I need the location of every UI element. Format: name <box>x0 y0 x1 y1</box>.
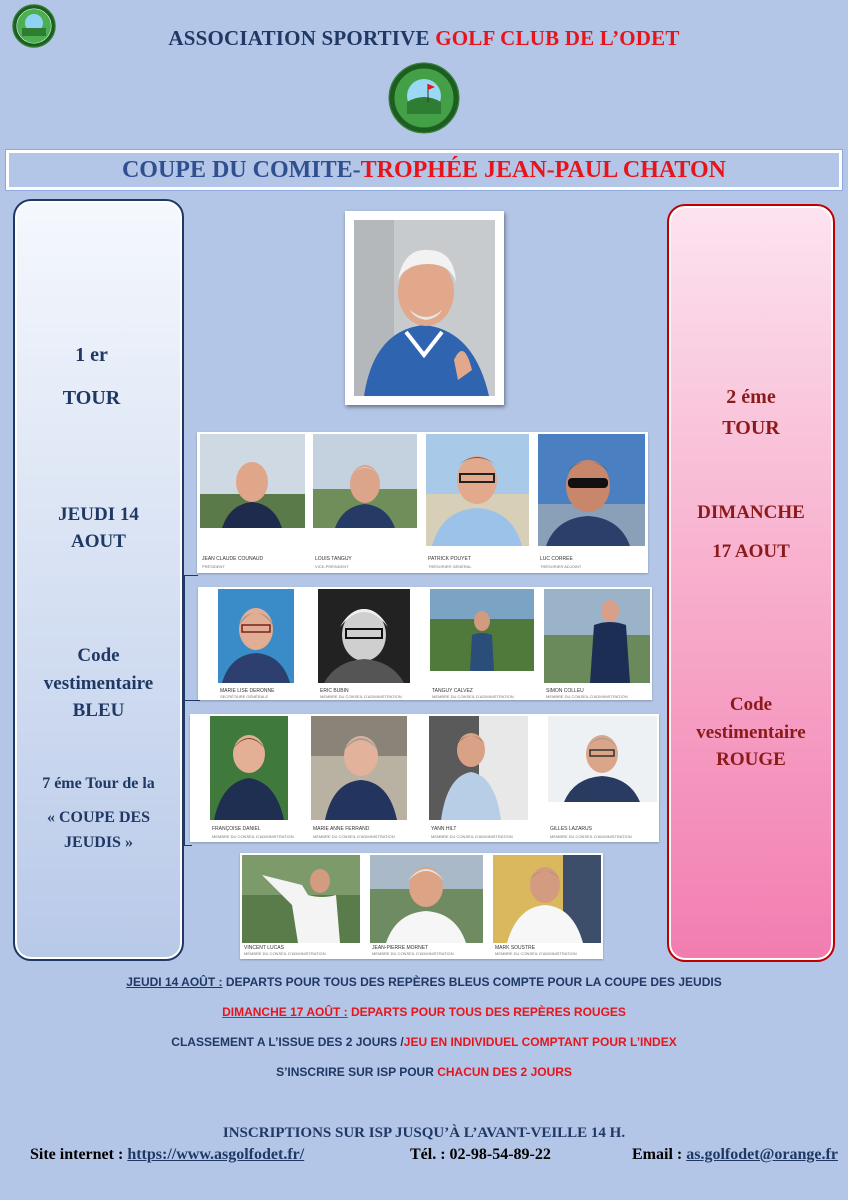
page-title <box>0 26 848 51</box>
member-role: MEMBRE DU CONSEIL D'ADMINISTRATION <box>550 834 632 839</box>
email-label: Email : <box>632 1146 687 1163</box>
title-club: GOLF CLUB DE L’ODET <box>435 26 680 50</box>
portrait-photo <box>345 211 504 405</box>
dress-code-line2: vestimentaire <box>43 673 154 694</box>
member-name: SIMON COLLEU <box>546 688 584 694</box>
member-photo <box>311 716 407 820</box>
member-name: YANN HILT <box>431 826 457 832</box>
member-name: PATRICK POUYET <box>428 556 471 562</box>
member-photo <box>426 434 529 546</box>
info-sunday-label: DIMANCHE 17 AOÛT : <box>222 1005 348 1019</box>
second-round-panel <box>667 204 835 962</box>
member-role: MEMBRE DU CONSEIL D'ADMINISTRATION <box>431 834 513 839</box>
member-photo <box>493 855 601 943</box>
board-member-card <box>538 434 645 570</box>
member-role: MEMBRE DU CONSEIL D'ADMINISTRATION <box>244 951 326 956</box>
dress-code-color: BLEU <box>72 700 125 721</box>
board-row-1 <box>197 432 648 573</box>
board-member-card <box>426 434 529 570</box>
trophy-title <box>9 157 839 184</box>
registration-deadline: INSCRIPTIONS SUR ISP JUSQU’À L’AVANT-VEILLE 14 H. <box>222 1125 626 1141</box>
tour-line1: 7 éme Tour de la <box>42 775 155 792</box>
dress2-code-color: ROUGE <box>716 749 786 770</box>
member-name: JEAN-PIERRE MORNET <box>372 945 429 951</box>
info-register-b: CHACUN DES 2 JOURS <box>437 1065 572 1079</box>
email-link[interactable]: as.golfodet@orange.fr <box>686 1146 838 1163</box>
member-photo <box>318 589 410 683</box>
dress2-code-line2: vestimentaire <box>696 722 806 743</box>
portrait-image <box>354 220 495 396</box>
round2-number: 2 éme <box>726 386 776 408</box>
info-thursday-text: DEPARTS POUR TOUS DES REPÈRES BLEUS COMPTE POUR LA COUPE DES JEUDIS <box>222 975 722 989</box>
member-role: TRÉSORIER ADJOINT <box>540 564 582 569</box>
info-thursday-label: JEUDI 14 AOÛT : <box>126 975 223 989</box>
board-member-card <box>218 589 294 698</box>
member-role: MEMBRE DU CONSEIL D'ADMINISTRATION <box>313 834 395 839</box>
member-photo <box>548 716 657 802</box>
info-line-register <box>0 1065 848 1079</box>
board-member-card <box>311 716 407 840</box>
tour-line2: « COUPE DES <box>46 809 151 826</box>
trophy-title-part2: TROPHÉE JEAN-PAUL CHATON <box>360 157 727 183</box>
board-member-card <box>370 855 483 957</box>
info-line-ranking <box>0 1035 848 1049</box>
member-name: ERIC BUBIN <box>320 688 349 694</box>
round-number: 1 er <box>75 344 108 366</box>
dress2-code-line1: Code <box>729 694 773 715</box>
member-photo <box>313 434 417 528</box>
member-role: MEMBRE DU CONSEIL D'ADMINISTRATION <box>495 951 577 956</box>
info-ranking-a: CLASSEMENT A L’ISSUE DES 2 JOURS / <box>171 1035 404 1049</box>
member-role: MEMBRE DU CONSEIL D'ADMINISTRATION <box>546 694 628 699</box>
round2-label: TOUR <box>722 417 780 439</box>
email-line <box>632 1146 838 1164</box>
board-member-card <box>318 589 410 698</box>
info-line-sunday <box>0 1005 848 1019</box>
club-logo <box>388 62 460 134</box>
member-photo <box>429 716 528 820</box>
round-date-month: AOUT <box>71 531 126 552</box>
member-photo <box>218 589 294 683</box>
trophy-banner <box>6 150 842 190</box>
member-photo <box>210 716 288 820</box>
board-member-card <box>242 855 360 957</box>
member-name: FRANÇOISE DANIEL <box>212 826 261 832</box>
trophy-title-part1: COUPE DU COMITE- <box>121 157 361 183</box>
member-role: MEMBRE DU CONSEIL D'ADMINISTRATION <box>212 834 294 839</box>
board-member-card <box>429 716 528 840</box>
member-name: TANGUY CALVEZ <box>432 688 473 694</box>
board-member-card <box>210 716 294 840</box>
board-row-3 <box>190 714 659 842</box>
round2-date-month: 17 AOUT <box>712 541 790 562</box>
member-role: SECRÉTAIRE GÉNÉRALE <box>220 694 269 699</box>
member-name: MARK SOUSTRE <box>495 945 536 951</box>
connector-row3 <box>184 845 192 846</box>
member-role: TRÉSORIER GÉNÉRAL <box>428 564 472 569</box>
website-line <box>30 1146 304 1164</box>
member-role: MEMBRE DU CONSEIL D'ADMINISTRATION <box>372 951 454 956</box>
member-name: MARIE ANNE FERRAND <box>313 826 370 832</box>
member-photo <box>430 589 534 671</box>
info-register-a: S’INSCRIRE SUR ISP POUR <box>276 1065 438 1079</box>
board-member-card <box>544 589 650 698</box>
website-link[interactable]: https://www.asgolfodet.fr/ <box>127 1146 305 1163</box>
round2-date-day: DIMANCHE <box>697 502 805 523</box>
info-sunday-text: DEPARTS POUR TOUS DES REPÈRES ROUGES <box>347 1005 626 1019</box>
board-row-2 <box>198 587 652 700</box>
board-member-card <box>493 855 601 957</box>
dress-code-line1: Code <box>77 645 120 666</box>
round-label: TOUR <box>62 387 121 409</box>
tour-line3: JEUDIS » <box>64 834 133 851</box>
info-ranking-b: JEU EN INDIVIDUEL COMPTANT POUR L’INDEX <box>403 1035 677 1049</box>
member-role: MEMBRE DU CONSEIL D'ADMINISTRATION <box>432 694 514 699</box>
member-name: GILLES LAZARUS <box>550 826 592 832</box>
board-member-card <box>313 434 417 570</box>
phone-number: Tél. : 02-98-54-89-22 <box>410 1146 551 1163</box>
board-row-4 <box>240 853 603 959</box>
website-label: Site internet : <box>30 1146 128 1163</box>
member-photo <box>538 434 645 546</box>
member-role: VICE-PRÉSIDENT <box>315 564 349 569</box>
member-name: LOUIS TANGUY <box>315 556 352 562</box>
member-name: VINCENT LUCAS <box>244 945 284 951</box>
info-line-thursday <box>0 975 848 989</box>
member-name: LUC CORRÉE <box>540 556 573 562</box>
member-name: JEAN CLAUDE COUNAUD <box>202 556 264 562</box>
member-photo <box>544 589 650 683</box>
member-role: PRÉSIDENT <box>202 564 225 569</box>
connector-vertical <box>184 575 185 845</box>
member-photo <box>200 434 305 528</box>
member-name: MARIE LISE DERONNE <box>220 688 275 694</box>
connector-row1 <box>184 575 198 576</box>
member-photo <box>242 855 360 943</box>
round-date-day: JEUDI 14 <box>58 504 139 525</box>
board-member-card <box>200 434 305 570</box>
first-round-panel <box>13 199 184 961</box>
connector-row2 <box>184 700 200 701</box>
member-role: MEMBRE DU CONSEIL D'ADMINISTRATION <box>320 694 402 699</box>
member-photo <box>370 855 483 943</box>
title-association: ASSOCIATION SPORTIVE <box>168 26 436 50</box>
board-member-card <box>430 589 534 698</box>
board-member-card <box>548 716 657 840</box>
